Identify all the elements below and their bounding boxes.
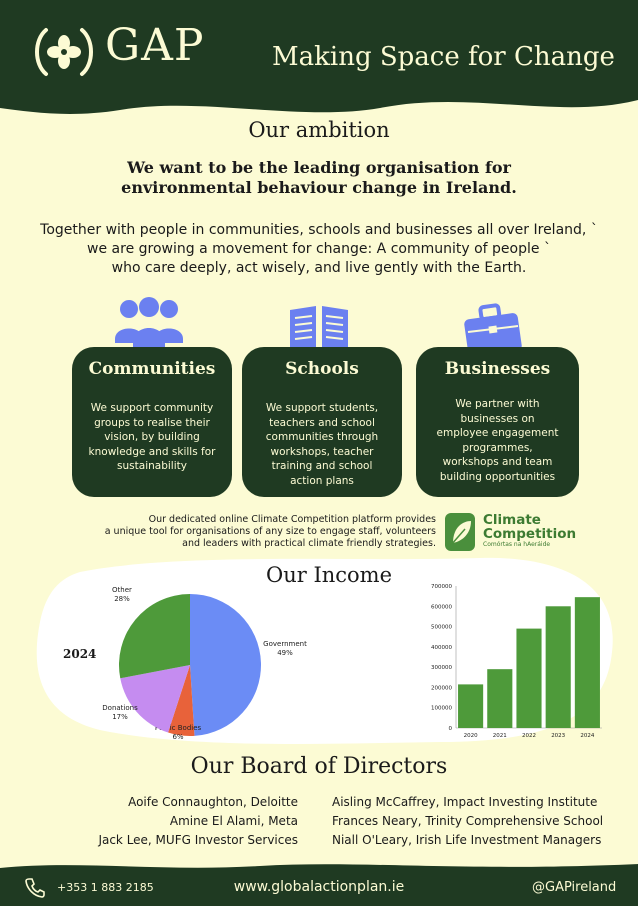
ambition-subtitle-line: environmental behaviour change in Ireland. <box>121 178 517 197</box>
income-title: Our Income <box>266 563 393 587</box>
ambition-title: Our ambition <box>248 118 390 142</box>
director: Aoife Connaughton, Deloitte <box>128 795 298 809</box>
footer-phone[interactable]: +353 1 883 2185 <box>57 881 154 894</box>
director: Niall O'Leary, Irish Life Investment Managers <box>332 833 602 847</box>
climate-competition-logo-icon <box>445 513 475 551</box>
climate-competition-text: Our dedicated online Climate Competition platform provides a unique tool for organisations of any size to engage staff, volunteers and leaders with practical climate friendly strategies. <box>104 514 436 549</box>
card-title: Communities <box>88 359 216 379</box>
ambition-body-line: we are growing a movement for change: A community of people ` <box>87 241 551 257</box>
people-icon <box>113 297 185 353</box>
pie-percent-label: 17% <box>112 713 128 721</box>
pie-label: Other <box>112 586 132 594</box>
card-communities <box>72 347 232 497</box>
x-tick-label: 2024 <box>580 733 595 739</box>
pie-year-label: 2024 <box>63 647 97 661</box>
card-text: We support community groups to realise their vision, by building knowledge and skills for sustainability <box>88 402 216 472</box>
pie-percent-label: 49% <box>277 649 293 657</box>
income-pie-chart <box>80 580 340 745</box>
climate-competition-subtitle: Comórtas na hAeráide <box>483 541 551 548</box>
y-tick-label: 700000 <box>431 584 452 590</box>
book-icon <box>286 300 352 352</box>
directors-right <box>332 793 603 850</box>
pie-label: Donations <box>102 704 138 712</box>
x-tick-label: 2020 <box>463 733 478 739</box>
ambition-body-line: Together with people in communities, schools and businesses all over Ireland, ` <box>40 222 598 238</box>
y-tick-label: 400000 <box>431 644 452 651</box>
gap-logo-icon <box>32 24 96 80</box>
y-tick-label: 500000 <box>431 624 452 631</box>
directors-left <box>98 793 298 850</box>
card-title: Businesses <box>444 359 551 379</box>
director: Aisling McCaffrey, Impact Investing Institute <box>332 795 598 809</box>
y-tick-label: 600000 <box>431 604 452 611</box>
ambition-body-line: who care deeply, act wisely, and live gently with the Earth. <box>111 260 527 276</box>
director: Jack Lee, MUFG Investor Services <box>98 833 298 847</box>
card-title: Schools <box>285 359 359 379</box>
x-tick-label: 2021 <box>492 733 507 739</box>
bar-2024 <box>575 597 600 728</box>
footer-website[interactable]: www.globalactionplan.ie <box>233 879 405 895</box>
bar-2021 <box>487 669 512 728</box>
pie-label: Government <box>263 640 307 648</box>
pie-label: Public Bodies <box>154 724 202 732</box>
card-businesses <box>416 347 579 497</box>
director: Amine El Alami, Meta <box>169 814 298 828</box>
tagline: Making Space for Change <box>272 42 615 72</box>
card-text: We partner with businesses on employee engagement programmes, workshops and team building opportunities <box>436 398 559 483</box>
bar-2022 <box>516 629 541 728</box>
y-tick-label: 300000 <box>431 665 452 672</box>
y-tick-label: 200000 <box>431 685 452 692</box>
x-tick-label: 2023 <box>551 733 566 739</box>
ambition-body <box>22 221 616 278</box>
pie-slice-other <box>119 594 190 678</box>
brand-name: GAP <box>105 20 205 71</box>
pie-percent-label: 28% <box>114 595 130 603</box>
income-bar-chart <box>420 578 610 743</box>
ambition-subtitle <box>80 158 558 198</box>
x-tick-label: 2022 <box>522 733 536 739</box>
card-text: We support students, teachers and school communities through workshops, teacher training and school action plans <box>265 402 379 487</box>
ambition-subtitle-line: We want to be the leading organisation for <box>127 158 511 177</box>
bar-2023 <box>546 606 571 728</box>
footer-social-handle[interactable]: @GAPireland <box>532 880 617 895</box>
card-schools <box>242 347 402 497</box>
board-title: Our Board of Directors <box>190 754 448 779</box>
y-tick-label: 100000 <box>431 705 452 712</box>
pie-slice-government <box>190 594 261 736</box>
y-tick-label: 0 <box>448 726 452 732</box>
pie-percent-label: 6% <box>172 733 184 741</box>
bar-2020 <box>458 684 483 728</box>
director: Frances Neary, Trinity Comprehensive School <box>332 814 604 828</box>
climate-competition-logo-text: Climate Competition <box>483 512 577 542</box>
